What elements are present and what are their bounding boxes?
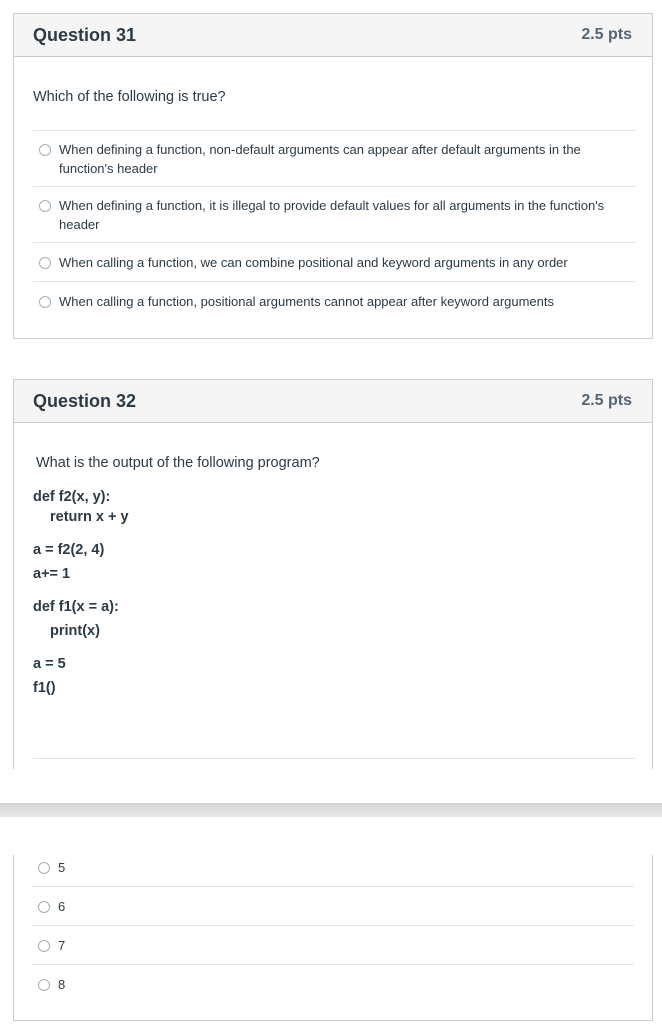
answer-option[interactable] xyxy=(33,242,635,281)
question-31-header xyxy=(14,14,652,57)
answer-label: 5 xyxy=(58,860,66,875)
code-line: print(x) xyxy=(50,623,100,639)
card-left-border xyxy=(13,855,14,1020)
answer-label: 8 xyxy=(58,977,66,992)
page-break xyxy=(0,803,662,817)
question-32-card xyxy=(13,379,653,769)
question-32-answers xyxy=(32,848,634,1003)
radio-button[interactable] xyxy=(38,862,50,874)
question-31-card xyxy=(13,13,653,339)
card-right-border xyxy=(652,855,653,1020)
answer-label: When calling a function, we can combine positional and keyword arguments in any order xyxy=(59,255,568,270)
code-line: f1() xyxy=(33,680,56,696)
radio-button[interactable] xyxy=(39,296,51,308)
question-32-title: Question 32 xyxy=(33,390,137,411)
answer-label: When defining a function, non-default arguments can appear after default arguments in the function's header xyxy=(59,142,581,176)
question-32-points: 2.5 pts xyxy=(581,392,632,409)
question-32-prompt: What is the output of the following program? xyxy=(36,455,320,471)
answer-option[interactable] xyxy=(32,964,634,1003)
answer-option[interactable] xyxy=(32,848,634,886)
question-31-title: Question 31 xyxy=(33,24,137,45)
code-line: return x + y xyxy=(50,509,129,525)
radio-button[interactable] xyxy=(38,979,50,991)
answer-label: When defining a function, it is illegal to provide default values for all arguments in the function's header xyxy=(59,198,605,232)
answer-option[interactable] xyxy=(33,130,635,186)
code-line: def f1(x = a): xyxy=(33,599,119,615)
answer-label: 7 xyxy=(58,938,66,953)
code-block xyxy=(33,487,129,698)
card-bottom-border xyxy=(13,1020,653,1021)
radio-button[interactable] xyxy=(39,200,51,212)
answer-label: 6 xyxy=(58,899,66,914)
answer-option[interactable] xyxy=(32,886,634,925)
code-line: def f2(x, y): xyxy=(33,489,111,505)
answer-label: When calling a function, positional arguments cannot appear after keyword arguments xyxy=(59,294,555,309)
radio-button[interactable] xyxy=(38,901,50,913)
answer-option[interactable] xyxy=(33,281,635,320)
question-31-prompt: Which of the following is true? xyxy=(33,89,226,105)
answers-separator xyxy=(33,758,635,759)
question-31-answers xyxy=(33,130,635,320)
radio-button[interactable] xyxy=(39,257,51,269)
answer-option[interactable] xyxy=(33,186,635,242)
radio-button[interactable] xyxy=(38,940,50,952)
question-32-header xyxy=(14,380,652,423)
radio-button[interactable] xyxy=(39,144,51,156)
code-line: a = 5 xyxy=(33,656,66,672)
code-line: a+= 1 xyxy=(33,566,71,582)
code-line: a = f2(2, 4) xyxy=(33,542,105,558)
answer-option[interactable] xyxy=(32,925,634,964)
question-31-points: 2.5 pts xyxy=(581,26,632,43)
